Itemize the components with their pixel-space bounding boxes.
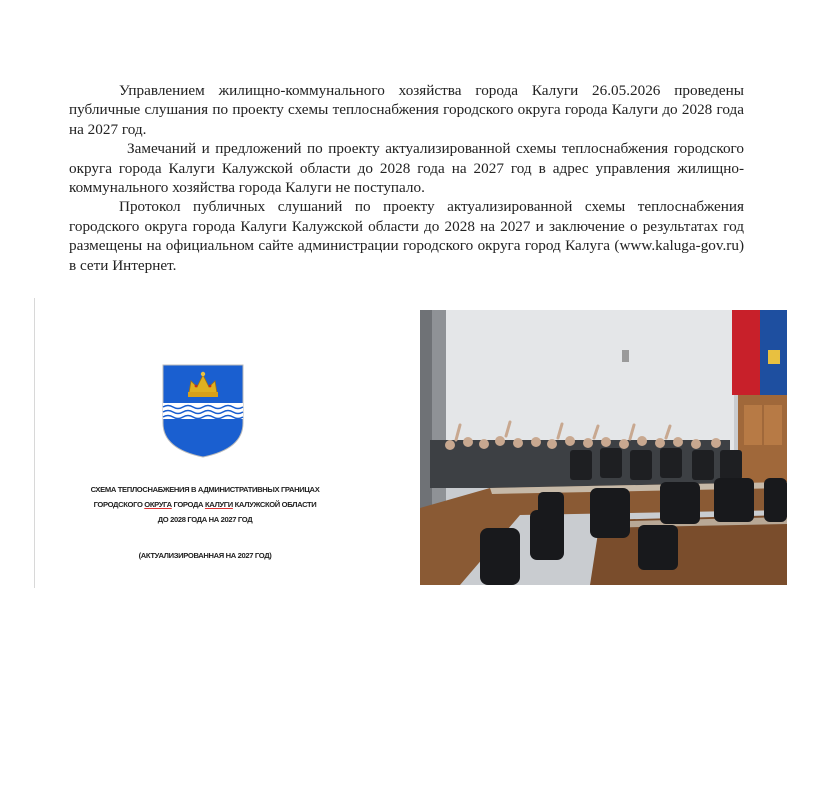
cover-title <box>35 482 375 527</box>
cover-subtitle: (АКТУАЛИЗИРОВАННАЯ НА 2027 ГОД) <box>138 551 272 560</box>
cover-title-part: ГОРОДА <box>171 500 205 509</box>
cover-title-part: КАЛУЖСКОЙ ОБЛАСТИ <box>232 500 317 509</box>
cover-title-part: ГОРОДСКОГО <box>93 500 145 509</box>
cover-title-line2 <box>35 497 375 512</box>
kaluga-coat-of-arms-icon <box>161 363 245 459</box>
cover-title-line1: СХЕМА ТЕПЛОСНАБЖЕНИЯ В АДМИНИСТРАТИВНЫХ ГРАНИЦАХ <box>90 485 320 494</box>
document-cover-image <box>34 298 375 588</box>
meeting-hall-photo <box>420 310 787 585</box>
announcement-text <box>69 81 744 275</box>
cover-title-line3: ДО 2028 ГОДА НА 2027 ГОД <box>157 515 253 524</box>
paragraph-protocol: Протокол публичных слушаний по проекту актуализированной схемы теплоснабжения городского округа города Калуги Калужской области до 2028 на 2027 и заключение о результатах год размещены на официальном сайте администрации городского округа город Калуга (www.kaluga-gov.ru) в сети Интернет. <box>69 198 744 274</box>
paragraph-hearings: Управлением жилищно-коммунального хозяйства города Калуги 26.05.2026 проведены публичные слушания по проекту схемы теплоснабжения городского округа города Калуги до 2028 года на 2027 год. <box>69 82 744 138</box>
cover-title-part: КАЛУГИ <box>204 500 233 509</box>
paragraph-no-comments: Замечаний и предложений по проекту актуализированной схемы теплоснабжения городского округа города Калуги Калужской области до 2028 года на 2027 год в адрес управления жилищно-коммунального хозяйства города Калуги не поступало. <box>69 140 744 197</box>
meeting-hall-illustration <box>420 310 787 585</box>
cover-title-part: ОКРУГА <box>144 500 172 509</box>
